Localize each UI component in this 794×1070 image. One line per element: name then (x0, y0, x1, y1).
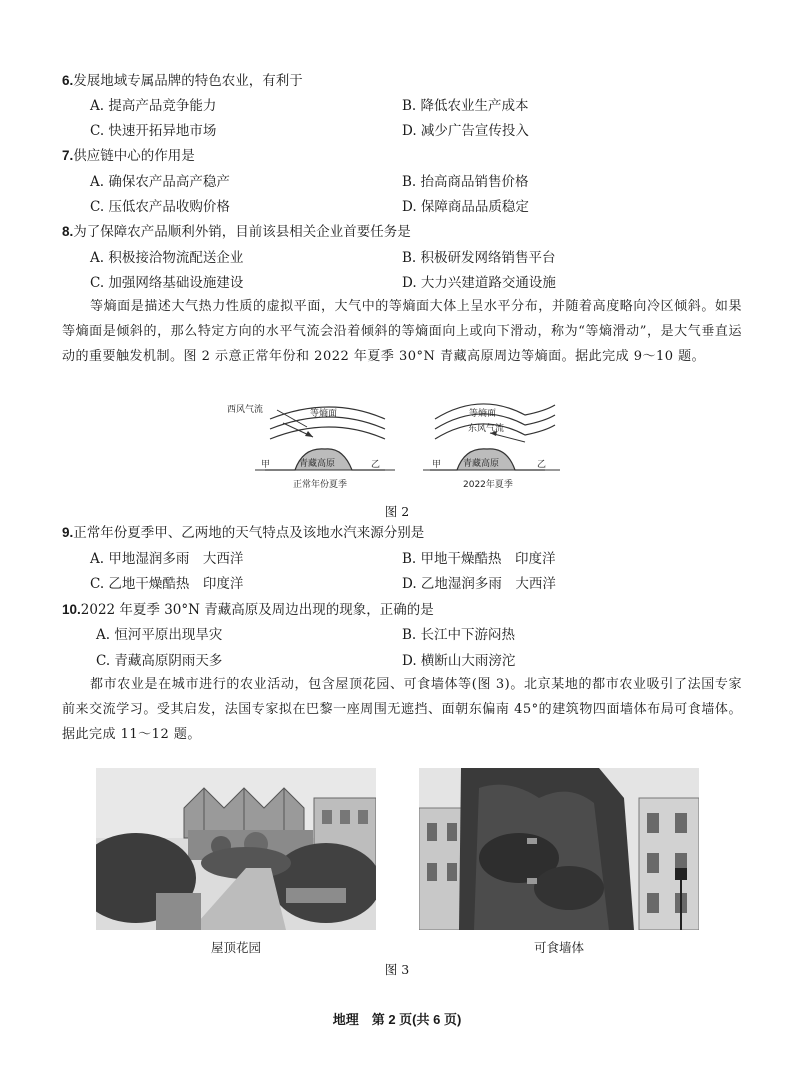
point-yi-right: 乙 (537, 460, 547, 470)
question-10-stem: 10.2022 年夏季 30°N 青藏高原及周边出现的现象，正确的是 (62, 602, 434, 618)
q10-option-c[interactable]: C. 青藏高原阴雨天多 (96, 653, 223, 669)
q7-option-a[interactable]: A. 确保农产品高产稳产 (90, 174, 230, 190)
question-7-stem: 7.供应链中心的作用是 (62, 148, 195, 164)
q8-option-b[interactable]: B. 积极研发网络销售平台 (402, 250, 556, 266)
passage-urban-agriculture: 都市农业是在城市进行的农业活动，包含屋顶花园、可食墙体等(图 3)。北京某地的都市农业吸引了法国专家前来交流学习。受其启发，法国专家拟在巴黎一座周围无遮挡、面朝东偏南 45°的建筑物四面墙体布局可食墙体。据此完成 11～12 题。 (62, 677, 742, 742)
plateau-label-right: 青藏高原 (463, 459, 500, 469)
isentropic-label-left: 等熵面 (310, 409, 338, 419)
figure-2-label: 图 2 (384, 504, 410, 519)
q8-option-a[interactable]: A. 积极接洽物流配送企业 (90, 250, 244, 266)
east-wind-label: 东风气流 (468, 424, 505, 434)
rooftop-garden-caption: 屋顶花园 (210, 940, 261, 955)
figure-2-isentropic-diagram (225, 397, 570, 495)
q7-option-b[interactable]: B. 抬高商品销售价格 (402, 174, 529, 190)
figure-3-label: 图 3 (384, 962, 410, 977)
isentropic-label-right: 等熵面 (469, 409, 497, 419)
q9-option-c[interactable]: C. 乙地干燥酷热 印度洋 (90, 576, 244, 592)
page-footer: 地理 第 2 页(共 6 页) (332, 1012, 462, 1027)
q6-option-c[interactable]: C. 快速开拓异地市场 (90, 123, 217, 139)
q7-option-c[interactable]: C. 压低农产品收购价格 (90, 199, 230, 215)
edible-wall-caption: 可食墙体 (533, 940, 584, 955)
west-wind-label: 西风气流 (227, 405, 264, 415)
q9-option-b[interactable]: B. 甲地干燥酷热 印度洋 (402, 551, 556, 567)
q6-option-d[interactable]: D. 减少广告宣传投入 (402, 123, 529, 139)
plateau-label-left: 青藏高原 (299, 459, 336, 469)
q7-option-d[interactable]: D. 保障商品品质稳定 (402, 199, 529, 215)
q8-option-d[interactable]: D. 大力兴建道路交通设施 (402, 275, 556, 291)
question-8-stem: 8.为了保障农产品顺利外销，目前该县相关企业首要任务是 (62, 224, 411, 240)
point-jia-left: 甲 (261, 460, 271, 470)
question-6-stem: 6.发展地域专属品牌的特色农业，有利于 (62, 73, 303, 89)
figure-2-right-panel (423, 404, 560, 490)
caption-2022-summer: 2022年夏季 (463, 480, 513, 490)
q9-option-a[interactable]: A. 甲地湿润多雨 大西洋 (90, 551, 244, 567)
q6-option-b[interactable]: B. 降低农业生产成本 (402, 98, 529, 114)
q10-option-b[interactable]: B. 长江中下游闷热 (402, 627, 516, 643)
point-jia-right: 甲 (432, 460, 442, 470)
point-yi-left: 乙 (371, 460, 381, 470)
q8-option-c[interactable]: C. 加强网络基础设施建设 (90, 275, 244, 291)
rooftop-garden-photo (96, 768, 376, 930)
edible-wall-photo (419, 768, 699, 930)
q10-option-a[interactable]: A. 恒河平原出现旱灾 (96, 627, 223, 643)
q9-option-d[interactable]: D. 乙地湿润多雨 大西洋 (402, 576, 556, 592)
question-9-stem: 9.正常年份夏季甲、乙两地的天气特点及该地水汽来源分别是 (62, 525, 425, 541)
passage-isentropic: 等熵面是描述大气热力性质的虚拟平面，大气中的等熵面大体上呈水平分布，并随着高度略向冷区倾斜。如果等熵面是倾斜的，那么特定方向的水平气流会沿着倾斜的等熵面向上或向下滑动，称为“等熵滑动”，是大气垂直运动的重要触发机制。图 2 示意正常年份和 2022 年夏季 30°N 青藏高原周边等熵面。据此完成 9～10 题。 (62, 299, 742, 364)
q6-option-a[interactable]: A. 提高产品竞争能力 (90, 98, 217, 114)
figure-2-left-panel (227, 403, 395, 490)
caption-normal-summer: 正常年份夏季 (293, 480, 348, 490)
q10-option-d[interactable]: D. 横断山大雨滂沱 (402, 653, 516, 669)
